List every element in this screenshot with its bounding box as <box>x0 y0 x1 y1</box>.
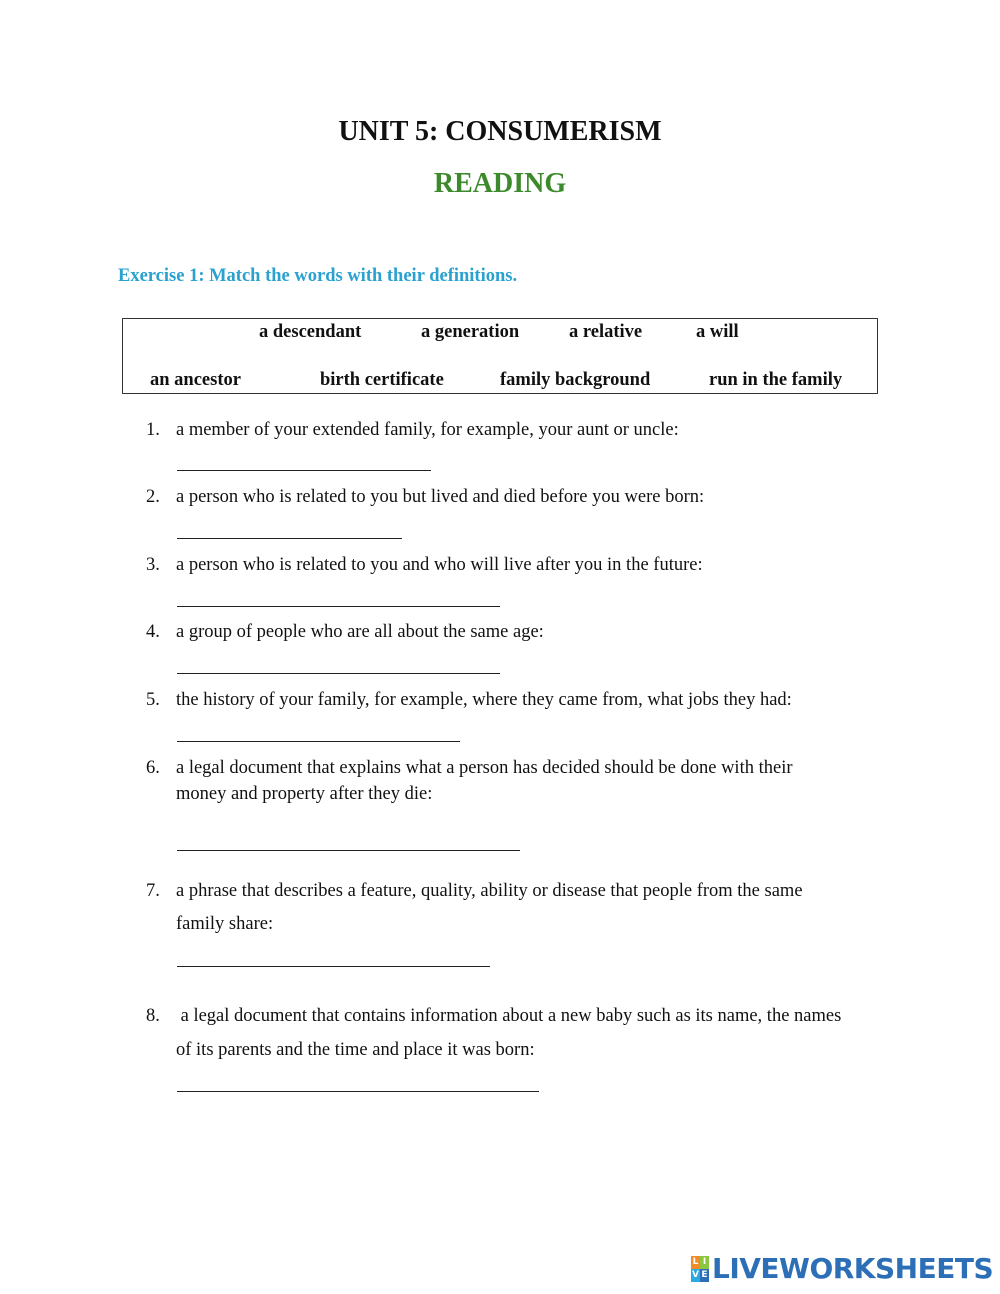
word-bank-item: an ancestor <box>150 370 241 390</box>
logo-letter: L <box>692 1257 699 1267</box>
page-title: UNIT 5: CONSUMERISM <box>338 116 662 147</box>
word-bank <box>122 318 878 394</box>
answer-blank[interactable] <box>177 470 431 471</box>
word-bank-item: a will <box>696 322 739 342</box>
question-number: 6. <box>146 758 160 778</box>
word-bank-item: a generation <box>421 322 520 342</box>
question-text: the history of your family, for example, where they came from, what jobs they had: <box>176 690 792 710</box>
word-bank-item: birth certificate <box>320 370 444 390</box>
logo-letter: E <box>701 1270 708 1280</box>
answer-blank[interactable] <box>177 741 460 742</box>
question-text: of its parents and the time and place it was born: <box>176 1040 535 1060</box>
question-text: a person who is related to you but lived and died before you were born: <box>176 487 705 507</box>
logo-mark-icon <box>691 1256 709 1282</box>
answer-blank[interactable] <box>177 1091 539 1092</box>
question-text: a legal document that explains what a person has decided should be done with their <box>176 758 793 778</box>
question-text: money and property after they die: <box>176 784 433 804</box>
question-number: 5. <box>146 690 160 710</box>
question-number: 7. <box>146 881 160 901</box>
answer-blank[interactable] <box>177 673 500 674</box>
word-bank-item: family background <box>500 370 651 390</box>
exercise-instruction: Exercise 1: Match the words with their definitions. <box>118 266 518 286</box>
answer-blank[interactable] <box>177 606 500 607</box>
section-subtitle: READING <box>433 168 567 199</box>
question-number: 3. <box>146 555 160 575</box>
question-text: family share: <box>176 914 274 934</box>
liveworksheets-logo <box>691 1254 993 1284</box>
answer-blank[interactable] <box>177 966 490 967</box>
question-text: a phrase that describes a feature, quality, ability or disease that people from the same <box>176 881 803 901</box>
question-number: 2. <box>146 487 160 507</box>
logo-letter: V <box>692 1270 699 1280</box>
word-bank-item: a relative <box>569 322 643 342</box>
logo-text: LIVEWORKSHEETS <box>712 1252 994 1285</box>
question-text: a person who is related to you and who will live after you in the future: <box>176 555 703 575</box>
word-bank-item: run in the family <box>709 370 843 390</box>
word-bank-item: a descendant <box>259 322 362 342</box>
question-text: a legal document that contains information about a new baby such as its name, the names <box>176 1006 842 1026</box>
question-number: 8. <box>146 1006 160 1026</box>
question-number: 4. <box>146 622 160 642</box>
answer-blank[interactable] <box>177 538 402 539</box>
logo-letter: I <box>700 1256 709 1269</box>
question-text: a group of people who are all about the same age: <box>176 622 544 642</box>
question-number: 1. <box>146 420 160 440</box>
question-text: a member of your extended family, for example, your aunt or uncle: <box>176 420 679 440</box>
answer-blank[interactable] <box>177 850 520 851</box>
